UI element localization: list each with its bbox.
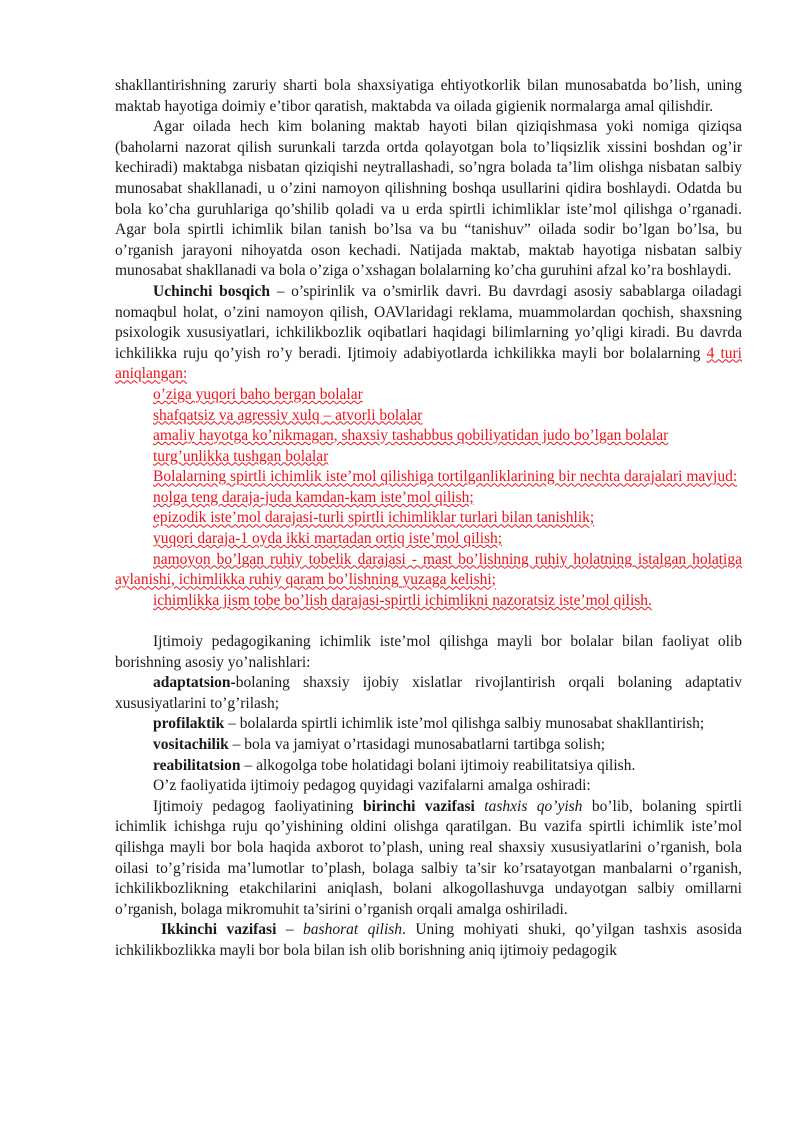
paragraph-third-stage (115, 282, 742, 385)
direction-item (115, 756, 742, 777)
list-item-type: o’ziga yuqori baho bergan bolalar (153, 385, 363, 403)
paragraph-directions-intro: Ijtimoiy pedagogikaning ichimlik iste’mol qilishga mayli bor bolalar bilan faoliyat olib borishning asosiy yo’nalishlari: (115, 633, 742, 671)
spacer (115, 611, 742, 632)
levels-intro: Bolalarning spirtli ichimlik iste’mol qilishiga tortilganliklarining bir nechta darajalari mavjud: (153, 468, 738, 486)
list-item-level: yuqori daraja-1 oyda ikki martadan ortiq iste’mol qilish; (153, 530, 503, 548)
direction-item (115, 673, 742, 714)
paragraph-second-task (115, 920, 742, 961)
direction-term: vositachilik (153, 736, 229, 753)
list-item-level: nolga teng daraja-juda kamdan-kam iste’mol qilish; (153, 488, 474, 506)
document-body (115, 76, 742, 962)
paragraph-intro: shakllantirishning zaruriy sharti bola shaxsiyatiga ehtiyotkorlik bilan munosabatda bo’lish, uning maktab hayotiga doimiy e’tibor qaratish, maktabda va oilada gigienik normalarga amal qilishdir. (115, 77, 742, 115)
direction-text: – bolalarda spirtli ichimlik iste’mol qilishga salbiy munosabat shakllantirish; (224, 715, 705, 733)
types-intro-highlight: 4 turi aniqlangan: (115, 344, 742, 383)
paragraph-tasks-intro: O’z faoliyatida ijtimoiy pedagog quyidagi vazifalarni amalga oshiradi: (153, 777, 591, 795)
second-task-term: bashorat qilish (303, 921, 403, 939)
paragraph-first-task (115, 797, 742, 921)
first-task-space (475, 798, 484, 815)
direction-term: profilaktik (153, 715, 225, 733)
list-item-level: epizodik iste’mol darajasi-turli spirtli ichimliklar turlari bilan tanishlik; (153, 509, 595, 527)
direction-text: – bola va jamiyat o’rtasidagi munosabatlarni tartibga solish; (228, 736, 606, 753)
second-task-heading: Ikkinchi vazifasi (161, 921, 277, 939)
direction-term: adaptatsion- (153, 674, 236, 692)
list-item-level: ichimlikka jism tobe bo’lish darajasi-spirtli ichimlikni nazoratsiz iste’mol qilish. (153, 591, 652, 609)
direction-text: – alkogolga tobe holatidagi bolani ijtimoiy reabilitatsiya qilish. (240, 756, 636, 774)
list-item-type: amaliy hayotga ko’nikmagan, shaxsiy tashabbus qobiliyatidan judo bo’lgan bolalar (153, 427, 669, 445)
direction-item (115, 714, 742, 735)
list-item-type: turg’unlikka tushgan bolalar (153, 447, 329, 465)
direction-term: reabilitatsion (153, 756, 241, 774)
second-task-text: . Uning mohiyati shuki, qo’yilgan tashxis asosida ichkilikbozlikka mayli bor bola bilan ish olib borishning aniq ijtimoiy pedagogik (115, 921, 742, 959)
direction-text: bolaning shaxsiy ijobiy xislatlar rivojlantirish orqali bolaning adaptativ xususiyatlarini to’g’rilash; (115, 674, 742, 712)
second-task-dash: – (276, 921, 304, 939)
first-task-text: bo’lib, bolaning spirtli ichimlik ichishga ruju qo’yishining oldini olishga qaratilgan. Bu vazifa spirtli ichimlik iste’mol qilishga mayli bor bola haqida axborot to’plash, uning real shaxsiy xususiyatlarini o’rganish, bola oilasi to’g’risida ma’lumotlar to’plash, bolaga salbiy ta’sir ko’rsatayotgan manbalarni o’rganish, ichkilikbozlikning etakchilarini aniqlash, bolani alkogollashuvga undayotgan salbiy omillarni o’rganish, bolaga mikromuhit ta’sirini o’rganish orqali amalga oshiriladi. (115, 797, 743, 918)
list-item-level: namoyon bo’lgan ruhiy tobelik darajasi - mast bo’lishning ruhiy holatning istalgan holatiga aylanishi, ichimlikka ruhiy qaram bo’lishning yuzaga kelishi; (115, 550, 742, 589)
first-task-term: tashxis qo’yish (484, 797, 583, 815)
list-item-type: shafqatsiz va agressiv xulq – atvorli bolalar (153, 406, 423, 424)
direction-item (115, 735, 742, 756)
first-task-lead: Ijtimoiy pedagog faoliyatining (153, 797, 363, 815)
paragraph-family: Agar oilada hech kim bolaning maktab hayoti bilan qiziqishmasa yoki nomiga qiziqsa (baholarni nazorat qilish surunkali tarzda ortda qolayotgan bola to’liqsizlik xissini boshdan og’ir kechiradi) maktabga nisbatan qiziqishi neytrallashadi, so’ngra bolada ta’lim olishga nisbatan salbiy munosabat shakllanadi, u o’zini namoyon qilishning boshqa usullarini qidira boshlaydi. Odatda bu bola ko’cha guruhlariga qo’shilib qoladi va u erda spirtli ichimliklar iste’mol qilishga o’rganadi. Agar bola spirtli ichimlik bilan tanish bo’lsa va bu “tanishuv” oilada sodir bo’lgan bo’lsa, bu o’rganish jarayoni nihoyatda oson kechadi. Natijada maktab, maktab hayotiga nisbatan salbiy munosabat shakllanadi va bola o’ziga o’xshagan bolalarning ko’cha guruhini afzal ko’ra boshlaydi. (115, 118, 742, 280)
third-stage-heading: Uchinchi bosqich (153, 282, 270, 300)
third-stage-text: – o’spirinlik va o’smirlik davri. Bu davrdagi asosiy sabablarga oiladagi nomaqbul holat, o’zini namoyon qilish, OAVlaridagi reklama, muammolardan qochish, shaxsning psixologik xususiyatlari, ichkilikbozlik oqibatlari haqidagi bilimlarning yo’qligi kiradi. Bu davrda ichkilikka ruju qo’yish ro’y beradi. Ijtimoiy adabiyotlarda ichkilikka mayli bor bolalarning (115, 282, 742, 362)
first-task-heading: birinchi vazifasi (362, 797, 475, 815)
